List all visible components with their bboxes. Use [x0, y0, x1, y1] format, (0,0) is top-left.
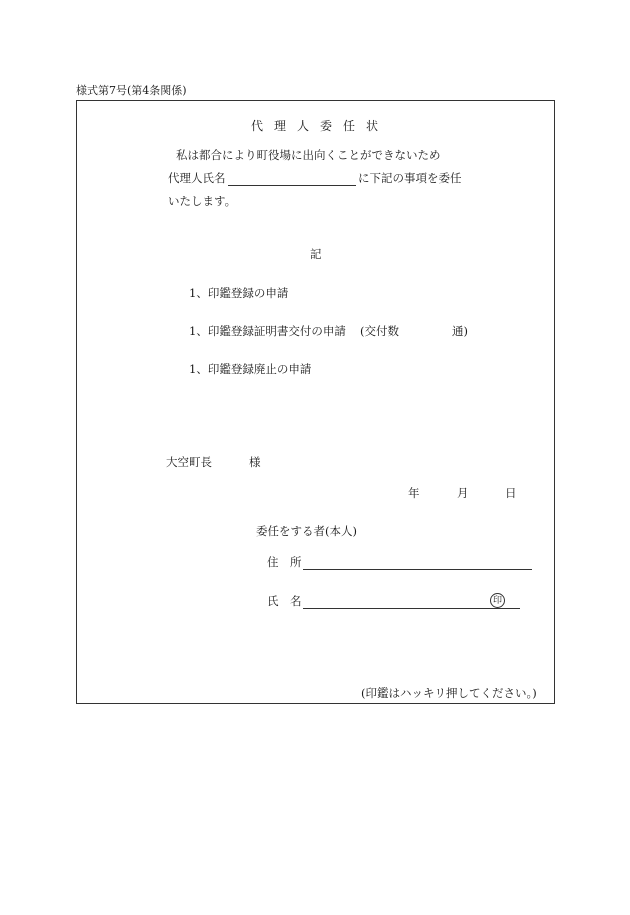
- body-line-2-prefix: 代理人氏名: [168, 171, 226, 185]
- issuance-count-unit: 通): [452, 324, 468, 338]
- item-certificate-issuance: 1、印鑑登録証明書交付の申請: [189, 324, 346, 338]
- item-seal-registration: 1、印鑑登録の申請: [189, 286, 289, 300]
- address-label: 住 所: [267, 555, 302, 569]
- addressee-name: 大空町長: [166, 455, 212, 469]
- issuance-count-label: (交付数: [360, 324, 399, 338]
- addressee-honorific: 様: [249, 455, 261, 469]
- principal-heading: 委任をする者(本人): [256, 524, 357, 538]
- date-month: 月: [457, 486, 469, 500]
- seal-mark: 印: [490, 593, 505, 608]
- ki-heading: 記: [310, 247, 322, 261]
- body-line-3: いたします。: [168, 194, 237, 208]
- document-title: 代理人委任状: [250, 119, 389, 133]
- form-frame: [76, 100, 555, 704]
- name-label: 氏 名: [267, 594, 302, 608]
- agent-name-field[interactable]: [228, 172, 356, 186]
- body-line-2-suffix: に下記の事項を委任: [358, 171, 462, 185]
- item-seal-abolition: 1、印鑑登録廃止の申請: [189, 362, 312, 376]
- body-line-1: 私は都合により町役場に出向くことができないため: [176, 148, 441, 162]
- principal-name-field[interactable]: [303, 595, 520, 609]
- address-field[interactable]: [303, 556, 532, 570]
- footer-note: (印鑑はハッキリ押してください。): [361, 686, 537, 700]
- form-number: 様式第7号(第4条関係): [76, 84, 187, 97]
- date-year: 年: [408, 486, 420, 500]
- date-day: 日: [505, 486, 517, 500]
